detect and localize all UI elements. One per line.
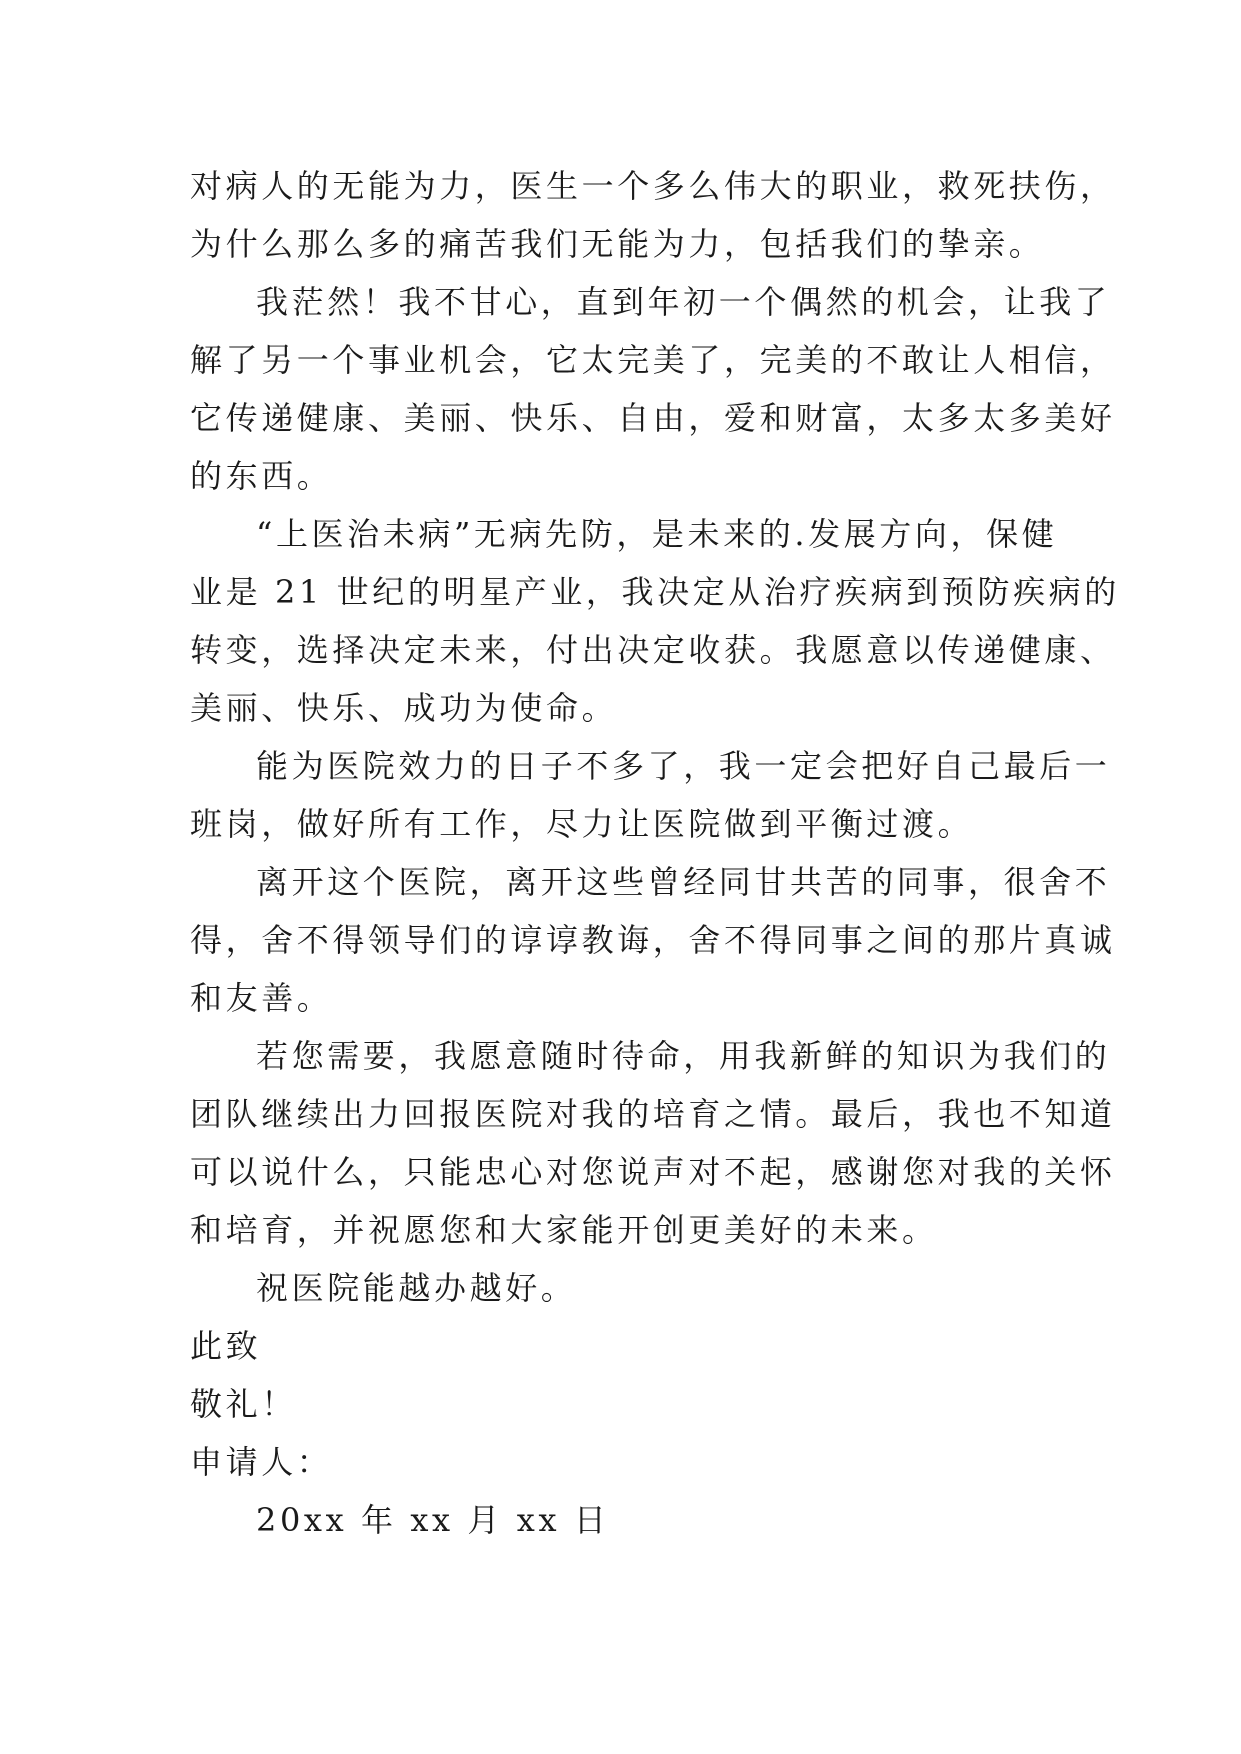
date-line: 20xx 年 xx 月 xx 日 bbox=[256, 1501, 610, 1539]
body-line: 解了另一个事业机会，它太完美了，完美的不敢让人相信， bbox=[190, 341, 1116, 379]
body-line: 班岗，做好所有工作，尽力让医院做到平衡过渡。 bbox=[190, 805, 974, 843]
body-line: 和友善。 bbox=[190, 979, 333, 1017]
salute-line: 敬礼！ bbox=[190, 1385, 297, 1423]
closing-line: 此致 bbox=[190, 1327, 262, 1365]
body-line: 对病人的无能为力，医生一个多么伟大的职业，救死扶伤， bbox=[190, 167, 1116, 205]
body-line: 的东西。 bbox=[190, 457, 333, 495]
body-line: 祝医院能越办越好。 bbox=[256, 1269, 577, 1307]
body-line: 得，舍不得领导们的谆谆教诲，舍不得同事之间的那片真诚 bbox=[190, 921, 1116, 959]
body-line: “上医治未病”无病先防，是未来的.发展方向，保健 bbox=[256, 515, 1058, 553]
body-line: 我茫然！我不甘心，直到年初一个偶然的机会，让我了 bbox=[256, 283, 1111, 321]
body-line: 能为医院效力的日子不多了，我一定会把好自己最后一 bbox=[256, 747, 1111, 785]
body-line: 它传递健康、美丽、快乐、自由，爱和财富，太多太多美好 bbox=[190, 399, 1116, 437]
body-line: 团队继续出力回报医院对我的培育之情。最后，我也不知道 bbox=[190, 1095, 1116, 1133]
body-line: 和培育，并祝愿您和大家能开创更美好的未来。 bbox=[190, 1211, 938, 1249]
body-line: 为什么那么多的痛苦我们无能为力，包括我们的挚亲。 bbox=[190, 225, 1045, 263]
body-line: 转变，选择决定未来，付出决定收获。我愿意以传递健康、 bbox=[190, 631, 1116, 669]
body-line: 离开这个医院，离开这些曾经同甘共苦的同事，很舍不 bbox=[256, 863, 1111, 901]
applicant-label: 申请人： bbox=[190, 1443, 333, 1481]
body-line: 美丽、快乐、成功为使命。 bbox=[190, 689, 618, 727]
body-line: 可以说什么，只能忠心对您说声对不起，感谢您对我的关怀 bbox=[190, 1153, 1116, 1191]
body-line: 若您需要，我愿意随时待命，用我新鲜的知识为我们的 bbox=[256, 1037, 1111, 1075]
letter-body bbox=[190, 157, 1120, 1549]
body-line: 业是 21 世纪的明星产业，我决定从治疗疾病到预防疾病的 bbox=[190, 573, 1120, 611]
